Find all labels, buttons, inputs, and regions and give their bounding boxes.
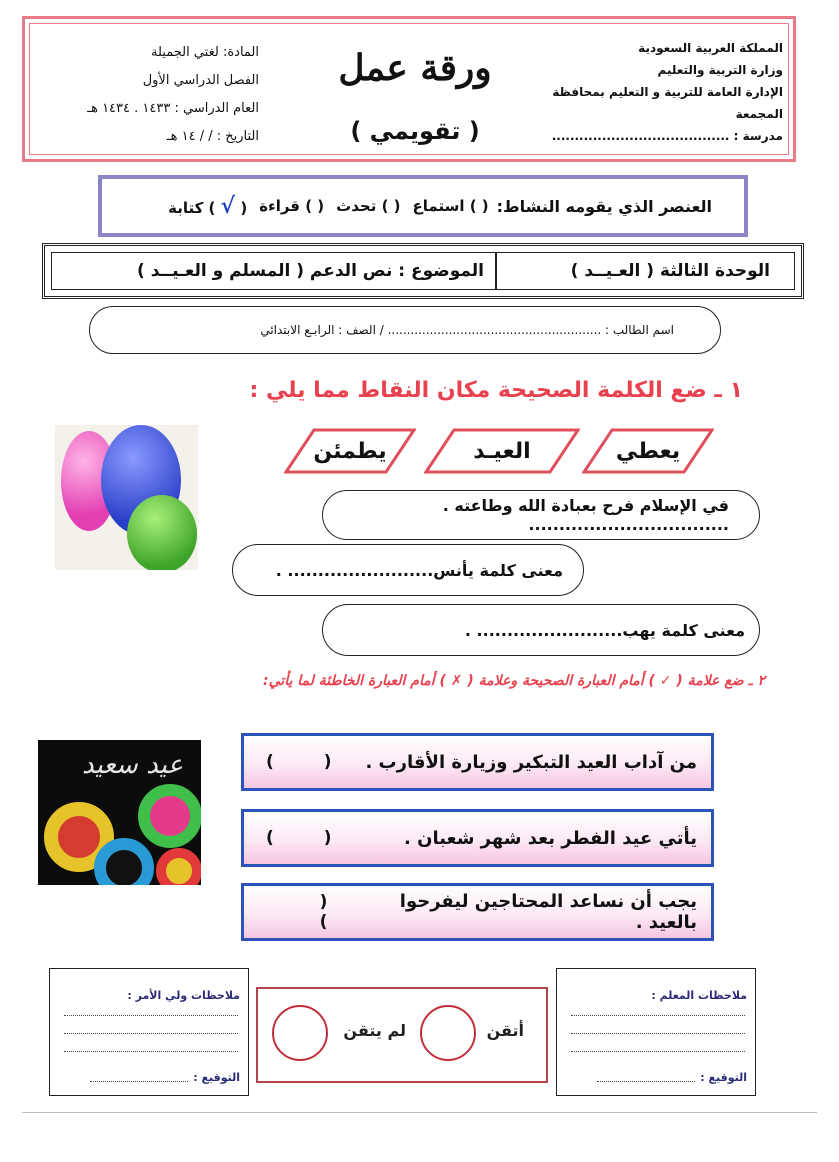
eid-greeting-image (38, 740, 201, 885)
signature-line (90, 1081, 188, 1082)
header-course-info (39, 39, 259, 151)
word-choice-2-label: العيـد (473, 438, 531, 464)
semester-line: الفصل الدراسي الأول (142, 73, 259, 88)
subject-line: المادة: لغتي الجميلة (151, 45, 259, 60)
ministry-line: وزارة التربية والتعليم (657, 63, 783, 77)
statement-3-answer[interactable]: ( ) (319, 892, 350, 932)
parent-notes-label: ملاحظات ولي الأمر : (127, 989, 240, 1002)
statement-1-answer[interactable]: ( ) (266, 752, 354, 772)
country-line: المملكة العربية السعودية (638, 41, 783, 55)
sentence-2[interactable]: معنى كلمة يأنس........................ . (232, 544, 584, 596)
worksheet-subtitle: ( تقويمي ) (350, 117, 480, 145)
parent-notes-box[interactable] (49, 968, 249, 1096)
green-ring (138, 784, 201, 848)
note-line (64, 1051, 238, 1052)
eid-greeting-script: عيد سعيد (82, 750, 184, 780)
statement-2-text: يأتي عيد الفطر بعد شهر شعبان . (403, 827, 697, 849)
statement-2-answer[interactable]: ( ) (266, 828, 354, 848)
blue-ring (94, 838, 154, 885)
statement-2[interactable] (241, 809, 714, 867)
mastered-circle[interactable] (420, 1005, 476, 1061)
word-choice-1[interactable] (582, 428, 714, 474)
note-line (64, 1033, 238, 1034)
note-line (64, 1015, 238, 1016)
question2-title: ٢ ـ ضع علامة ( ✓ ) أمام العبارة الصحيحة وعلامة ( ✗ ) أمام العبارة الخاطئة لما يأتي: (263, 673, 765, 689)
check-mark: √ (220, 193, 236, 219)
activity-element-box (98, 175, 748, 237)
statement-1[interactable] (241, 733, 714, 791)
unit-title: الوحدة الثالثة ( العـيــد ) (495, 252, 795, 290)
mastered-label: أتقن (486, 1021, 524, 1040)
teacher-notes-label: ملاحظات المعلم : (651, 989, 747, 1002)
page-bottom-rule (22, 1112, 817, 1113)
note-line (571, 1051, 745, 1052)
grade-box (256, 987, 548, 1083)
option-speaking[interactable]: ( ) تحدث (336, 197, 401, 215)
student-info-field[interactable]: اسم الطالب : ........................................................ / الصف : الرابـع الابتدائي (89, 306, 721, 354)
red-ring (156, 848, 201, 885)
sentence-3[interactable]: معنى كلمة يهب........................ . (322, 604, 760, 656)
header-box (22, 16, 796, 162)
note-line (571, 1033, 745, 1034)
word-choice-2[interactable] (424, 428, 580, 474)
word-choice-1-label: يعطي (615, 438, 681, 464)
statement-1-text: من آداب العيد التبكير وزيارة الأقارب . (365, 751, 697, 773)
teacher-signature-label: التوقيع : (700, 1071, 747, 1084)
green-balloon (127, 495, 197, 570)
option-reading[interactable]: ( ) قراءة (259, 197, 325, 215)
worksheet-title: ورقة عمل (338, 47, 492, 89)
question1-title: ١ ـ ضع الكلمة الصحيحة مكان النقاط مما يلي : (249, 378, 743, 403)
statement-3[interactable] (241, 883, 714, 941)
teacher-notes-box[interactable] (556, 968, 756, 1096)
directorate-line: الإدارة العامة للتربية و التعليم بمحافظة المجمعة (552, 85, 783, 121)
note-line (571, 1015, 745, 1016)
balloons-image (55, 425, 198, 570)
statement-3-text: يجب أن نساعد المحتاجين ليفرحوا بالعيد . (399, 891, 697, 933)
sentence-1[interactable]: في الإسلام فرح بعبادة الله وطاعته . ................................. (322, 490, 760, 540)
word-choice-3-label: يطمئن (313, 438, 387, 464)
parent-signature-label: التوقيع : (193, 1071, 240, 1084)
activity-label: العنصر الذي يقومه النشاط: (496, 196, 712, 216)
option-writing[interactable]: ( √ ) كتابة (168, 193, 248, 219)
not-mastered-label: لم يتقن (343, 1021, 406, 1040)
school-line: مدرسة : ....................................... (551, 129, 783, 143)
topic-title: الموضوع : نص الدعم ( المسلم و العـيــد ) (51, 252, 497, 290)
unit-bar (42, 243, 804, 299)
header-authority (513, 37, 783, 147)
word-choice-3[interactable] (284, 428, 416, 474)
option-listening[interactable]: ( ) استماع (412, 197, 489, 215)
signature-line (597, 1081, 695, 1082)
not-mastered-circle[interactable] (272, 1005, 328, 1061)
date-line: التاريخ : / / ١٤ هـ (166, 129, 259, 144)
year-line: العام الدراسي : ١٤٣٣ . ١٤٣٤ هـ (87, 101, 259, 116)
